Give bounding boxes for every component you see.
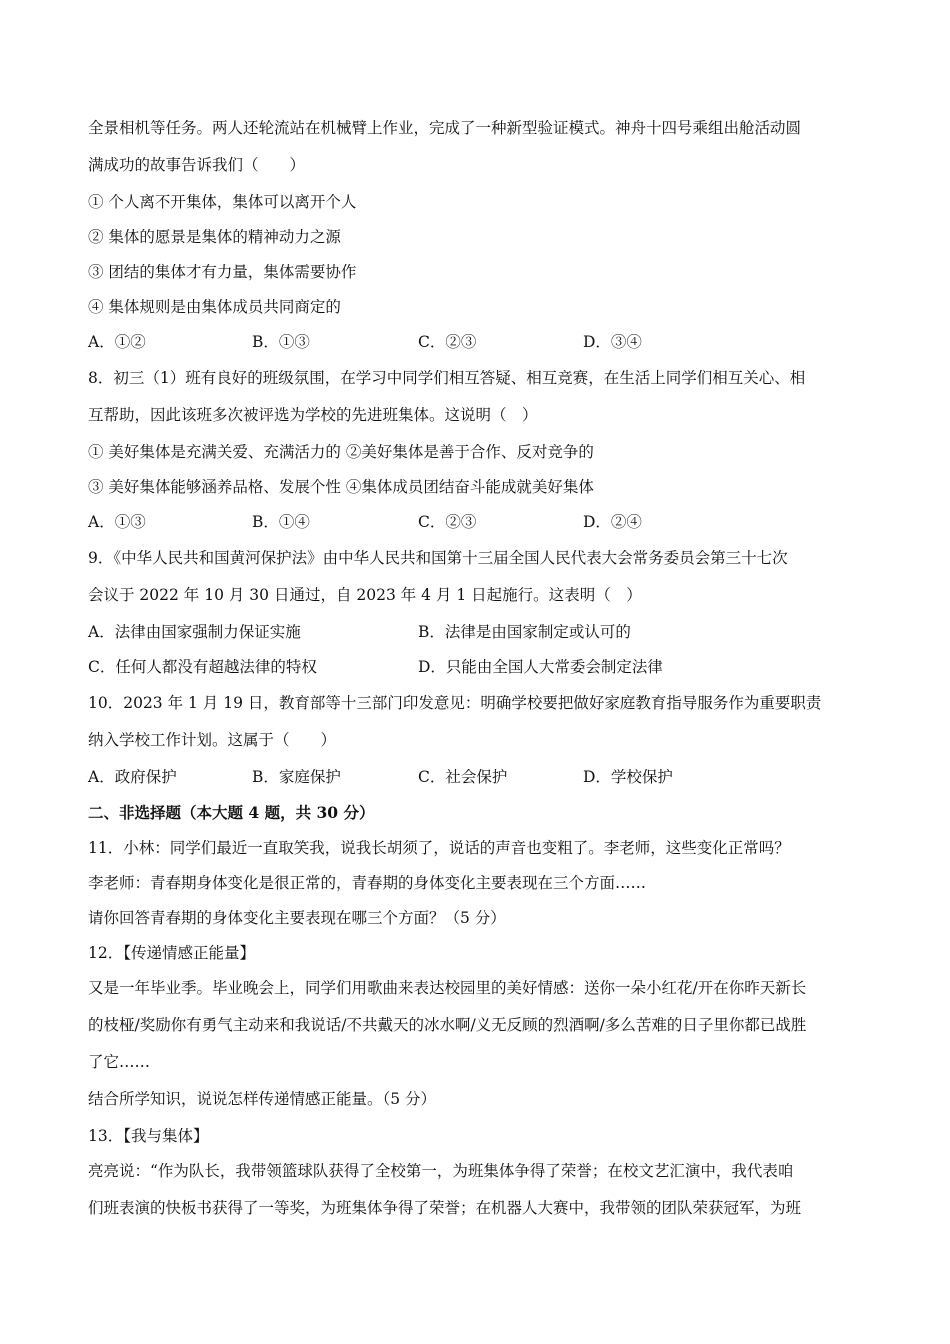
q10-stem-line1: 10．2023 年 1 月 19 日，教育部等十三部门印发意见：明确学校要把做好家庭教育指导服务作为重要职责 — [88, 694, 822, 712]
q9-option-a: A．法律由国家强制力保证实施 — [88, 623, 301, 641]
q7-option-d: D．③④ — [583, 333, 642, 351]
q12-title: 12．【传递情感正能量】 — [88, 944, 255, 962]
q13-line1: 亮亮说：“作为队长，我带领篮球队获得了全校第一，为班集体争得了荣誉；在校文艺汇演中，我代表咱 — [88, 1162, 794, 1180]
q7-item-2: ② 集体的愿景是集体的精神动力之源 — [88, 228, 341, 246]
q7-stem-line1: 全景相机等任务。两人还轮流站在机械臂上作业，完成了一种新型验证模式。神舟十四号乘组出舱活动圆 — [88, 119, 802, 137]
q13-title: 13．【我与集体】 — [88, 1127, 209, 1145]
q9-option-d: D．只能由全国人大常委会制定法律 — [418, 658, 663, 676]
q7-option-a: A．①② — [88, 333, 146, 351]
q8-item-1: ① 美好集体是充满关爱、充满活力的 ②美好集体是善于合作、反对竞争的 — [88, 443, 594, 461]
q7-item-4: ④ 集体规则是由集体成员共同商定的 — [88, 298, 341, 316]
q8-option-b: B．①④ — [252, 513, 310, 531]
q10-option-d: D．学校保护 — [583, 768, 673, 786]
q11-line2: 李老师：青春期身体变化是很正常的，青春期的身体变化主要表现在三个方面…… — [88, 874, 647, 892]
q12-line3: 了它…… — [88, 1053, 151, 1071]
q9-option-b: B．法律是由国家制定或认可的 — [418, 623, 631, 641]
q8-option-c: C．②③ — [418, 513, 477, 531]
section2-heading: 二、非选择题（本大题 4 题，共 30 分） — [88, 803, 375, 822]
q11-line1: 11．小林：同学们最近一直取笑我，说我长胡须了，说话的声音也变粗了。李老师，这些变化正常吗？ — [88, 839, 790, 857]
q7-option-c: C．②③ — [418, 333, 477, 351]
q7-option-b: B．①③ — [252, 333, 310, 351]
q12-line2: 的枝桠/奖励你有勇气主动来和我说话/不共戴天的冰水啊/义无反顾的烈酒啊/多么苦难的日子里你都已战胜 — [88, 1016, 807, 1034]
q11-line3: 请你回答青春期的身体变化主要表现在哪三个方面？（5 分） — [88, 909, 506, 927]
q9-stem-line1: 9．《中华人民共和国黄河保护法》由中华人民共和国第十三届全国人民代表大会常务委员会第三十七次 — [88, 549, 788, 567]
q7-item-3: ③ 团结的集体才有力量，集体需要协作 — [88, 263, 357, 281]
q10-stem-line2: 纳入学校工作计划。这属于（ ） — [88, 731, 337, 749]
q10-option-c: C．社会保护 — [418, 768, 508, 786]
q7-item-1: ① 个人离不开集体，集体可以离开个人 — [88, 193, 357, 211]
q10-option-a: A．政府保护 — [88, 768, 177, 786]
q8-item-2: ③ 美好集体能够涵养品格、发展个性 ④集体成员团结奋斗能成就美好集体 — [88, 478, 594, 496]
q10-option-b: B．家庭保护 — [252, 768, 341, 786]
q13-line2: 们班表演的快板书获得了一等奖，为班集体争得了荣誉；在机器人大赛中，我带领的团队荣获冠军，为班 — [88, 1199, 802, 1217]
q12-line4: 结合所学知识，说说怎样传递情感正能量。（5 分） — [88, 1090, 437, 1108]
q8-stem-line2: 互帮助，因此该班多次被评选为学校的先进班集体。这说明（ ） — [88, 406, 538, 424]
q9-option-c: C．任何人都没有超越法律的特权 — [88, 658, 317, 676]
q8-option-d: D．②④ — [583, 513, 642, 531]
q7-stem-line2: 满成功的故事告诉我们（ ） — [88, 156, 306, 174]
q8-stem-line1: 8．初三（1）班有良好的班级氛围，在学习中同学们相互答疑、相互竞赛，在生活上同学们相互关心、相 — [88, 369, 806, 387]
q12-line1: 又是一年毕业季。毕业晚会上，同学们用歌曲来表达校园里的美好情感：送你一朵小红花/开在你昨天新长 — [88, 979, 807, 997]
q9-stem-line2: 会议于 2022 年 10 月 30 日通过，自 2023 年 4 月 1 日起施行。这表明（ ） — [88, 586, 642, 604]
q8-option-a: A．①③ — [88, 513, 146, 531]
